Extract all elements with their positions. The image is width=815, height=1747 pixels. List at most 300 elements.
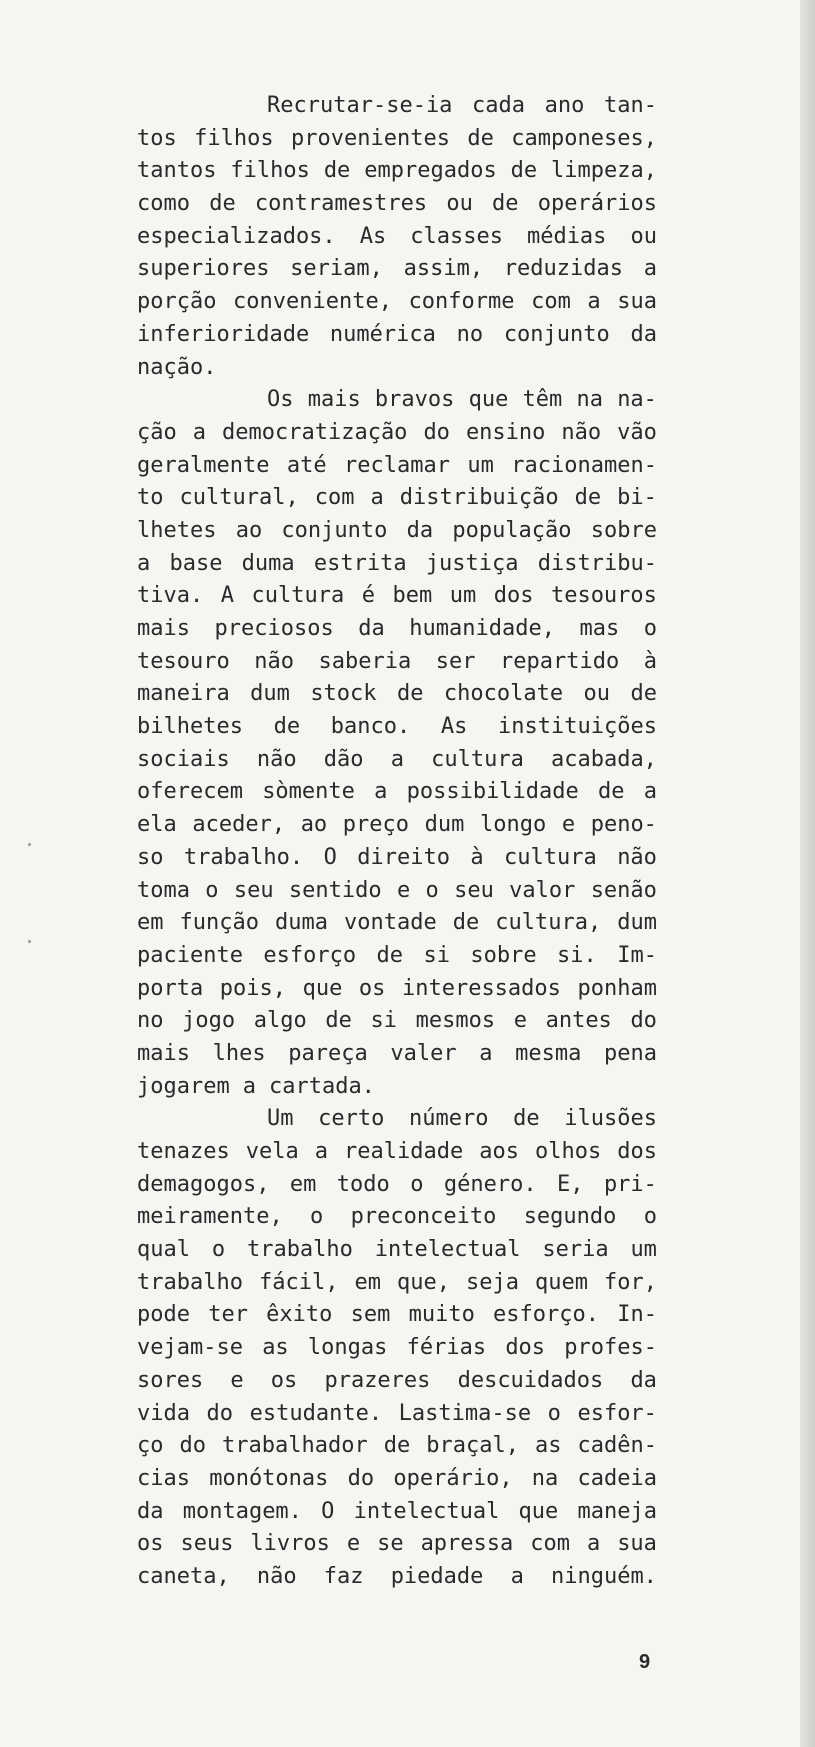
word: de <box>396 681 424 707</box>
word: cultura <box>504 844 597 870</box>
word: mais <box>137 616 190 641</box>
text-line <box>137 123 657 156</box>
word: não <box>617 844 657 870</box>
word: numérica <box>329 321 436 347</box>
word: si. <box>557 942 597 968</box>
word: filhos <box>230 158 310 184</box>
word: As <box>440 714 468 740</box>
word: trabalhador <box>222 1433 368 1459</box>
word: conforme <box>408 289 515 315</box>
word: monótonas <box>209 1465 329 1491</box>
text-line <box>137 973 657 1006</box>
word: especializados. <box>137 223 336 249</box>
word: de <box>467 125 494 151</box>
word: trabalho <box>137 1269 243 1295</box>
word: à <box>643 648 657 674</box>
word: na- <box>617 387 657 413</box>
word: porta <box>137 975 204 1001</box>
word: operário, <box>393 1465 513 1491</box>
word: algo <box>253 1008 307 1034</box>
word: peno- <box>590 812 657 838</box>
word: a <box>587 289 601 315</box>
text-line <box>137 1201 657 1234</box>
word: no <box>137 1008 164 1034</box>
word: pri- <box>603 1171 657 1197</box>
word: de <box>273 714 301 740</box>
word: ter <box>208 1302 248 1328</box>
word: médias <box>526 223 607 249</box>
word: sòmente <box>262 779 355 805</box>
word: tantos <box>137 158 217 184</box>
word: filhos <box>194 125 274 151</box>
text-line <box>137 613 657 646</box>
word: têm <box>522 387 563 413</box>
word: trabalho <box>246 1237 353 1263</box>
word: como <box>137 191 190 217</box>
word: a <box>192 419 206 445</box>
text-line <box>137 90 657 123</box>
word: trabalho. <box>183 844 304 870</box>
word: tiva. <box>137 583 204 609</box>
word: as <box>535 1433 562 1459</box>
word: a <box>314 1139 328 1164</box>
word: porção <box>137 289 217 315</box>
word: vela <box>245 1139 299 1164</box>
text-line <box>137 744 657 777</box>
word: distribu- <box>537 550 657 576</box>
word: A <box>220 583 234 609</box>
word: racionamen- <box>511 452 657 478</box>
word: a <box>370 485 384 511</box>
word: valor <box>509 877 576 903</box>
word: seria <box>542 1237 609 1263</box>
word: população <box>452 517 572 543</box>
word: base <box>169 550 223 576</box>
word: ela <box>137 812 177 838</box>
text-line <box>137 548 657 581</box>
word: aos <box>479 1139 519 1164</box>
word: ninguém. <box>550 1563 657 1589</box>
text-line <box>137 319 657 352</box>
word: livros <box>250 1531 330 1557</box>
word: mesmos <box>415 1008 496 1034</box>
word: com <box>530 1531 570 1557</box>
word: o <box>425 877 439 903</box>
word: ço <box>137 1433 164 1459</box>
word: apressa <box>420 1531 514 1557</box>
word: repartido <box>500 648 620 674</box>
word: direito <box>357 844 450 870</box>
word: sociais <box>137 746 230 772</box>
word: de <box>376 942 404 968</box>
word: tesouros <box>550 583 657 609</box>
word: a <box>390 746 404 772</box>
word: banco. <box>330 714 411 740</box>
word: do <box>179 1433 207 1459</box>
word: ou <box>446 191 473 217</box>
word: maneira <box>137 681 230 707</box>
word: lhetes <box>137 517 217 543</box>
word: da <box>630 321 657 347</box>
word: piedade <box>390 1563 484 1589</box>
text-line <box>137 875 657 908</box>
word: vida <box>137 1400 190 1426</box>
word: cadeia <box>577 1465 657 1491</box>
word: reclamar <box>344 452 450 478</box>
text-line <box>137 1267 657 1300</box>
word: que <box>518 1498 559 1524</box>
word: chocolate <box>443 681 564 707</box>
text-line <box>137 221 657 254</box>
word: seu <box>233 877 274 903</box>
word: a <box>137 550 151 576</box>
text-line <box>137 1071 657 1104</box>
word: empregados <box>364 158 497 184</box>
word: não <box>256 746 297 772</box>
text-line <box>137 646 657 679</box>
text-line <box>137 417 657 450</box>
word: o <box>547 1400 561 1426</box>
word: que, <box>397 1269 450 1295</box>
word: estrita <box>313 550 407 576</box>
word: limpeza, <box>551 158 657 184</box>
word: valer <box>390 1040 457 1066</box>
word: stock <box>310 681 377 707</box>
word: cultural, <box>179 485 299 511</box>
word: dum <box>617 910 657 936</box>
word: preço <box>342 812 410 838</box>
word: preconceito <box>350 1204 497 1230</box>
word: a <box>643 779 657 805</box>
word: seus <box>180 1531 234 1557</box>
word: reduzidas <box>503 256 624 282</box>
word: da <box>406 517 434 543</box>
text-line <box>137 1561 657 1594</box>
word: dos <box>493 583 534 609</box>
word: de <box>630 681 657 707</box>
word: da <box>630 1367 657 1393</box>
word: segundo <box>523 1204 617 1230</box>
word: até <box>286 452 327 478</box>
word: conjunto <box>503 321 610 347</box>
scan-speck <box>28 940 31 943</box>
word: assim, <box>403 256 484 282</box>
word: um <box>467 452 494 478</box>
word: esforço <box>263 942 357 968</box>
word: intelectual <box>374 1237 521 1263</box>
word: so <box>137 844 164 870</box>
word: vejam-se <box>137 1335 243 1361</box>
word: a <box>242 1073 256 1099</box>
word: intelectual <box>353 1498 500 1524</box>
word: não <box>256 1563 297 1589</box>
word: cultura <box>251 583 345 609</box>
text-line <box>137 155 657 188</box>
word: à <box>470 844 484 870</box>
word: O <box>321 1498 335 1524</box>
word: bravos <box>374 387 455 413</box>
text-line <box>137 384 657 417</box>
word: certo <box>318 1106 385 1132</box>
word: em <box>354 1269 381 1295</box>
text-line <box>137 253 657 286</box>
word: provenientes <box>291 125 450 151</box>
word: o <box>310 1204 324 1230</box>
text-line <box>137 1103 657 1136</box>
word: um <box>630 1237 657 1263</box>
word: e <box>396 877 411 903</box>
word: cultura, <box>495 910 602 936</box>
text-line <box>137 776 657 809</box>
text-line <box>137 1038 657 1071</box>
word: Lastima-se <box>398 1400 532 1426</box>
word: e <box>561 812 576 838</box>
word: o <box>205 877 219 903</box>
word: os <box>270 1367 298 1393</box>
word: braçal, <box>426 1433 519 1459</box>
text-line <box>137 1528 657 1561</box>
word: antes <box>545 1008 612 1034</box>
word: cultura <box>431 746 524 772</box>
word: faz <box>323 1563 364 1589</box>
text-line <box>137 1332 657 1365</box>
text-line <box>137 1169 657 1202</box>
word: vontade <box>344 910 437 936</box>
word: e <box>230 1367 244 1393</box>
word: aceder, <box>192 812 286 838</box>
word: tesouro <box>137 648 230 674</box>
word: mas <box>579 616 620 641</box>
word: demagogos, <box>137 1171 270 1197</box>
word: não <box>254 648 294 674</box>
word: tenazes <box>137 1139 230 1164</box>
word: seriam, <box>290 256 383 282</box>
word: as <box>262 1335 289 1361</box>
word: dão <box>323 746 364 772</box>
word: pode <box>137 1302 190 1328</box>
text-line <box>137 515 657 548</box>
word: e <box>346 1531 361 1557</box>
word: de <box>598 779 625 805</box>
word: pena <box>604 1040 657 1066</box>
word: conveniente, <box>233 289 392 315</box>
word: ponham <box>577 975 657 1001</box>
word: do <box>423 419 450 445</box>
text-line <box>137 286 657 319</box>
word: o <box>643 616 657 641</box>
word: nação. <box>137 354 217 380</box>
word: bilhetes <box>137 714 243 740</box>
word: pareça <box>288 1040 368 1066</box>
word: lhes <box>212 1040 266 1066</box>
word: dum <box>424 812 465 838</box>
word: o <box>211 1237 226 1263</box>
word: na <box>531 1465 559 1491</box>
word: Os <box>267 387 294 413</box>
word: caneta, <box>137 1563 230 1589</box>
word: e <box>513 1008 527 1034</box>
word: de <box>510 158 538 184</box>
word: acabada, <box>550 746 657 772</box>
text-line <box>137 1234 657 1267</box>
word: ser <box>435 648 476 674</box>
text-line <box>137 352 657 385</box>
word: possibilidade <box>406 779 579 805</box>
word: ou <box>630 223 657 249</box>
word: ao <box>300 812 328 838</box>
text-line <box>137 580 657 613</box>
word: distribuição <box>399 485 559 511</box>
word: esforço. <box>493 1302 600 1328</box>
word: de <box>325 1008 352 1034</box>
word: dos <box>617 1139 657 1164</box>
word: de <box>323 158 351 184</box>
word: esfor- <box>577 1400 657 1426</box>
word: a <box>374 779 388 805</box>
word: do <box>347 1465 375 1491</box>
text-line <box>137 1005 657 1038</box>
word: se <box>377 1531 404 1557</box>
word: Um <box>267 1106 294 1132</box>
word: realidade <box>344 1139 464 1164</box>
word: mais <box>307 387 361 413</box>
word: duma <box>241 550 295 576</box>
word: os <box>358 975 386 1001</box>
word: fácil, <box>258 1269 339 1295</box>
text-line <box>137 678 657 711</box>
word: justiça <box>425 550 519 576</box>
word: duma <box>275 910 328 936</box>
word: instituições <box>498 714 657 740</box>
word: cartada. <box>268 1073 375 1099</box>
word: de <box>452 910 480 936</box>
word: geralmente <box>137 452 270 478</box>
word: da <box>137 1498 164 1524</box>
word: jogo <box>182 1008 236 1034</box>
word: sobre <box>470 942 537 968</box>
word: for, <box>604 1269 657 1295</box>
word: na <box>576 387 603 413</box>
word: olhos <box>535 1139 602 1164</box>
word: o <box>643 1204 657 1230</box>
page-number: 9 <box>639 1651 651 1673</box>
word: In- <box>617 1302 657 1328</box>
word: Recrutar-se-ia <box>267 93 453 118</box>
word: a <box>643 256 657 282</box>
word: de <box>383 1433 411 1459</box>
word: saberia <box>318 648 412 674</box>
word: que <box>302 975 343 1001</box>
word: mesma <box>515 1040 582 1066</box>
word: montagem. <box>182 1498 302 1524</box>
word: tos <box>137 125 177 151</box>
word: O <box>323 844 337 870</box>
word: profes- <box>564 1335 657 1361</box>
word: ensino <box>465 419 546 445</box>
word: a <box>479 1040 493 1066</box>
word: interessados <box>401 975 561 1001</box>
word: Im- <box>617 942 657 968</box>
word: inferioridade <box>137 321 310 347</box>
word: ano <box>544 93 585 118</box>
word: E, <box>557 1171 584 1197</box>
text-line <box>137 482 657 515</box>
word: o <box>410 1171 424 1197</box>
word: êxito <box>266 1302 333 1328</box>
word: do <box>630 1008 657 1034</box>
word: seja <box>466 1269 519 1295</box>
word: paciente <box>137 942 243 968</box>
word: ilusões <box>564 1106 657 1132</box>
word: estudante. <box>249 1400 383 1426</box>
text-line <box>137 1463 657 1496</box>
word: cias <box>137 1465 190 1491</box>
scan-speck <box>28 843 31 846</box>
word: jogarem <box>137 1073 230 1099</box>
text-line <box>137 1398 657 1431</box>
word: si <box>370 1008 397 1034</box>
word: vão <box>617 419 657 445</box>
word: maneja <box>577 1498 657 1524</box>
word: si <box>423 942 450 968</box>
word: dos <box>505 1335 546 1361</box>
word: prazeres <box>324 1367 431 1393</box>
word: bi- <box>617 485 657 511</box>
word: to <box>137 485 164 511</box>
word: oferecem <box>137 779 243 805</box>
word: no <box>456 321 484 347</box>
word: conjunto <box>281 517 388 543</box>
word: número <box>409 1106 489 1132</box>
word: ao <box>235 517 263 543</box>
word: superiores <box>137 256 270 282</box>
word: a <box>510 1563 524 1589</box>
word: longas <box>307 1335 388 1361</box>
word: em <box>137 910 164 936</box>
word: camponeses, <box>511 125 657 151</box>
word: meiramente, <box>137 1204 283 1230</box>
word: de <box>492 191 519 217</box>
text-line <box>137 450 657 483</box>
word: operários <box>537 191 657 217</box>
word: tan- <box>604 93 657 118</box>
text-line <box>137 1496 657 1529</box>
word: longo <box>480 812 547 838</box>
word: todo <box>336 1171 390 1197</box>
word: da <box>358 616 385 641</box>
word: As <box>359 223 387 249</box>
page-edge <box>800 0 815 1747</box>
word: descuidados <box>457 1367 604 1393</box>
word: em <box>289 1171 317 1197</box>
word: é <box>361 583 375 609</box>
word: com <box>531 289 571 315</box>
word: sores <box>137 1367 204 1393</box>
word: contramestres <box>254 191 428 217</box>
text-line <box>137 907 657 940</box>
word: preciosos <box>214 616 334 641</box>
text-line <box>137 1136 657 1169</box>
word: férias <box>406 1335 487 1361</box>
word: toma <box>137 877 190 903</box>
word: função <box>179 910 259 936</box>
text-line <box>137 1299 657 1332</box>
word: não <box>561 419 602 445</box>
word: dum <box>250 681 290 707</box>
word: ção <box>137 419 177 445</box>
word: género. <box>443 1171 537 1197</box>
word: do <box>206 1400 234 1426</box>
